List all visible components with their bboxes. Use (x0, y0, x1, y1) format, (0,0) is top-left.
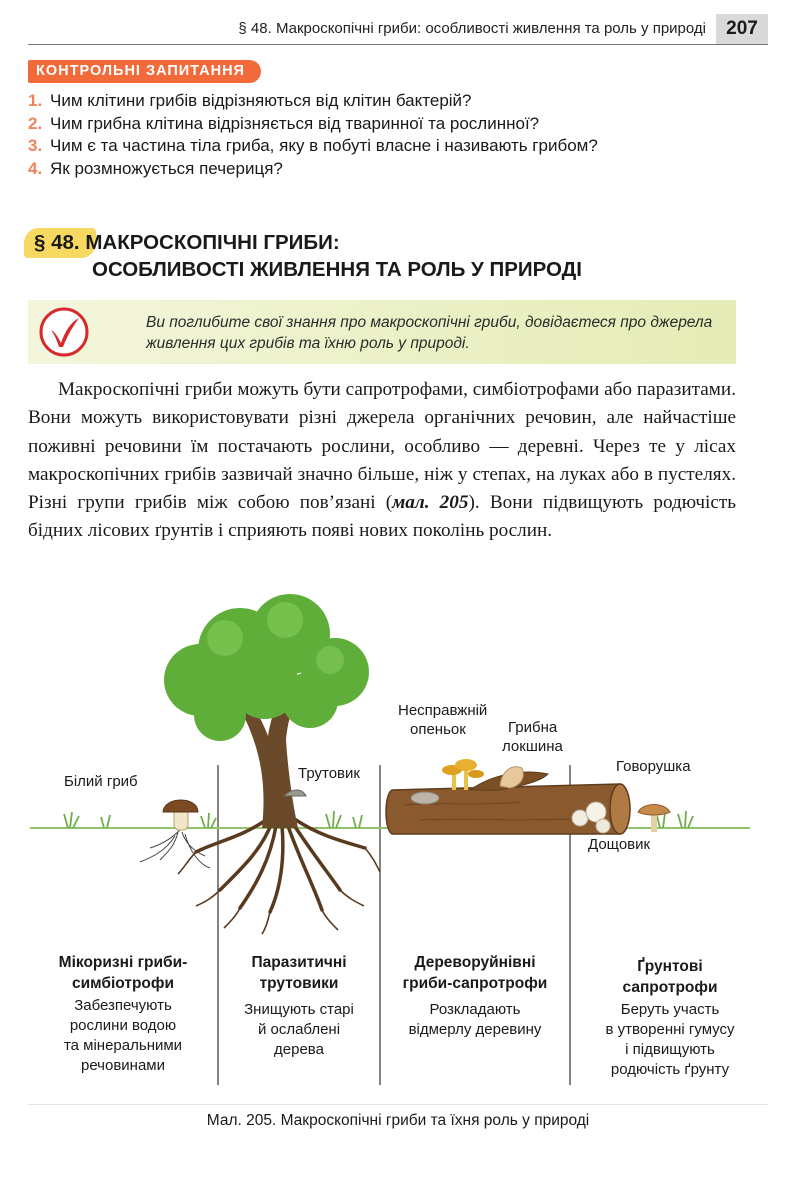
column-2-desc-line: Знищують старі (244, 1001, 354, 1018)
intro-text: Ви поглибите свої знання про макроскопічні гриби, довідаєтеся про джерела живлення цих грибів та їхню роль у природі. (146, 314, 713, 352)
figure-reference: мал. 205 (392, 492, 469, 514)
column-3-description (382, 1000, 568, 1040)
tree-roots (196, 820, 365, 912)
column-4-desc-line: і підвищують (625, 1041, 715, 1058)
column-1-title-line1: Мікоризні гриби- (58, 954, 188, 971)
section-number: § 48. (34, 231, 80, 254)
label-hrybna-2: локшина (502, 738, 563, 755)
question-number: 1. (28, 91, 43, 110)
question-text: Як розмножується печериця? (50, 158, 283, 178)
section-title-line1: МАКРОСКОПІЧНІ ГРИБИ: (85, 231, 340, 254)
column-2-title (220, 952, 378, 994)
question-number: 3. (28, 136, 43, 155)
question-item (28, 135, 768, 158)
label-doshchovyk: Дощовик (588, 836, 651, 853)
column-2-description (220, 1000, 378, 1060)
column-1-description (30, 996, 216, 1076)
body-text-end: ). Вони підвищують родючість бідних лісових ґрунтів і сприяють появі нових поколінь рослин. (28, 492, 736, 542)
column-2-desc-line: й ослаблені (257, 1021, 341, 1038)
column-3-desc-line: Розкладають (429, 1001, 521, 1018)
column-3-desc-line: відмерлу деревину (408, 1021, 542, 1038)
question-text: Чим є та частина тіла гриба, яку в побуті власне і називають грибом? (50, 136, 598, 155)
figure-205 (0, 590, 796, 1100)
log-grey-fungus (411, 792, 439, 804)
body-text-start: Макроскопічні гриби можуть бути сапротрофами, симбіотрофами або паразитами. Вони можуть використовувати різні джерела органічних речовин, але найчастіше поживні речовини їм постачають рослини, особливо — деревні. Через те у лісах макроскопічних грибів зазвичай значно більше, ніж у степах, на луках або в пустелях. Різні групи грибів між собою пов’язані ( (28, 379, 736, 514)
question-item (28, 113, 768, 136)
checkmark-icon (38, 306, 90, 358)
section-title-line2: ОСОБЛИВОСТІ ЖИВЛЕННЯ ТА РОЛЬ У ПРИРОДІ (92, 258, 582, 281)
question-item (28, 158, 768, 181)
column-1-desc-line: та мінеральними (63, 1037, 183, 1054)
column-3-title-line2: гриби-сапротрофи (402, 975, 548, 992)
intro-box (28, 300, 736, 364)
running-header (28, 14, 768, 45)
column-2-desc-line: дерева (274, 1041, 324, 1058)
column-4-description (572, 1000, 768, 1080)
bilyi-hryb-mushroom (163, 800, 198, 830)
question-number: 4. (28, 158, 43, 178)
column-4-desc-line: Беруть участь (620, 1001, 720, 1018)
control-questions-badge: КОНТРОЛЬНІ ЗАПИТАННЯ (28, 60, 261, 83)
label-hovorushka: Говорушка (616, 758, 691, 775)
caption-divider (28, 1104, 768, 1105)
question-text: Чим грибна клітина відрізняється від тваринної та рослинної? (50, 113, 540, 133)
question-number: 2. (28, 113, 43, 133)
column-4-title (572, 956, 768, 998)
column-2-title-line1: Паразитичні (251, 954, 347, 971)
label-nespravzhnii-2: опеньок (410, 721, 466, 738)
label-hrybna-1: Грибна (508, 719, 558, 736)
column-1-desc-line: рослини водою (69, 1017, 177, 1034)
column-1-title-line2: симбіотрофи (72, 975, 174, 992)
column-4-desc-line: родючість ґрунту (610, 1061, 730, 1078)
column-1-desc-line: речовинами (80, 1057, 165, 1074)
questions-list (28, 90, 768, 180)
body-paragraph (28, 376, 736, 546)
column-2-title-line2: трутовики (259, 975, 339, 992)
label-bilyi-hryb: Білий гриб (64, 773, 138, 790)
section-title (34, 229, 582, 283)
column-1-title (30, 952, 216, 994)
running-title: § 48. Макроскопічні гриби: особливості живлення та роль у природі (238, 20, 706, 37)
column-4-title-line2: сапротрофи (622, 979, 718, 996)
label-nespravzhnii-1: Несправжній (398, 702, 488, 719)
column-4-title-line1: Ґрунтові (637, 958, 703, 975)
question-text: Чим клітини грибів відрізняються від клітин бактерій? (50, 91, 472, 110)
column-3-title (382, 952, 568, 994)
column-1-desc-line: Забезпечують (74, 997, 172, 1014)
column-4-desc-line: в утворенні гумусу (605, 1021, 735, 1038)
column-3-title-line1: Дереворуйнівні (414, 954, 536, 971)
figure-caption: Мал. 205. Макроскопічні гриби та їхня роль у природі (206, 1112, 590, 1129)
page-number: 207 (716, 14, 768, 44)
question-item (28, 90, 768, 113)
label-trutovyk: Трутовик (298, 765, 360, 782)
